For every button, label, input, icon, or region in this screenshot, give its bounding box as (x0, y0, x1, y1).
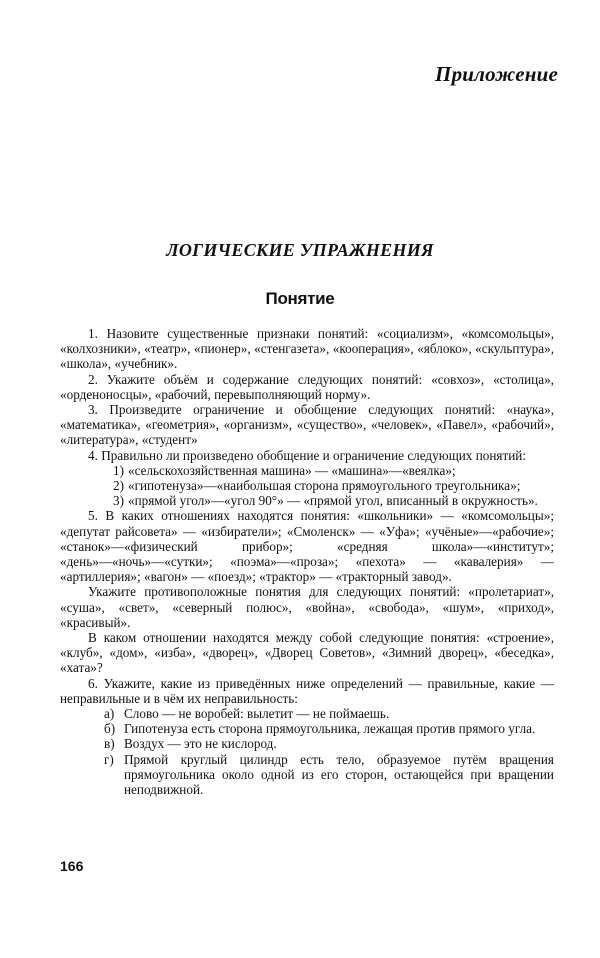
item-text: «прямой угол»—«угол 90°» — «прямой угол, вписанный в окружность». (128, 493, 538, 509)
item-text: «гипотенуза»—«наибольшая сторона прямоугольного треугольника»; (128, 478, 521, 494)
exercise-4-item (60, 493, 554, 508)
exercise-6-item (60, 736, 554, 751)
exercise-1: 1. Назовите существенные признаки понятий: «социализм», «комсомольцы», «колхозники», «театр», «пионер», «стенгазета», «кооперация», «яблоко», «скульптура», «школа», «учебник». (60, 326, 554, 372)
exercise-3: 3. Произведите ограничение и обобщение следующих понятий: «наука», «математика», «геометрия», «организм», «существо», «человек», «Павел», «рабочий», «литература», «студент» (60, 402, 554, 448)
item-number: 2) (113, 478, 124, 494)
exercise-4-item (60, 463, 554, 478)
exercise-6: 6. Укажите, какие из приведённых ниже определений — правильные, какие — неправильные и в чём их неправильность: (60, 675, 554, 706)
subsection-title: Понятие (265, 289, 335, 308)
exercise-5-relation: В каком отношении находятся между собой следующие понятия: «строение», «клуб», «дом», «изба», «дворец», «Дворец Советов», «Зимний дворец», «беседка», «хата»? (60, 630, 554, 676)
section-title: ЛОГИЧЕСКИЕ УПРАЖНЕНИЯ (166, 240, 434, 260)
exercise-5-contrary: Укажите противоположные понятия для следующих понятий: «пролетариат», «суша», «свет», «северный полюс», «война», «свобода», «шум», «приход», «красивый». (60, 584, 554, 630)
item-letter: а) (104, 706, 115, 722)
exercise-2: 2. Укажите объём и содержание следующих понятий: «совхоз», «столица», «орденоносцы», «рабочий, перевыполняющий норму». (60, 371, 554, 402)
page-number: 166 (60, 858, 84, 874)
exercise-6-item (60, 706, 554, 721)
exercise-6-item (60, 721, 554, 736)
appendix-heading: Приложение (435, 62, 558, 86)
item-number: 1) (113, 462, 124, 478)
exercise-text (60, 326, 554, 797)
item-text: Прямой круглый цилиндр есть тело, образуемое путём вращения прямоугольника около одной из его сторон, остающейся при вращении неподвижной. (124, 751, 554, 798)
item-text: Воздух — это не кислород. (124, 736, 277, 752)
item-letter: г) (104, 751, 114, 767)
item-letter: б) (104, 721, 116, 737)
item-letter: в) (104, 736, 115, 752)
exercise-6-item (60, 752, 554, 798)
exercise-4: 4. Правильно ли произведено обобщение и ограничение следующих понятий: (88, 447, 527, 463)
item-number: 3) (113, 493, 124, 509)
exercise-4-item (60, 478, 554, 493)
item-text: Слово — не воробей: вылетит — не поймаешь. (124, 706, 390, 722)
exercise-5: 5. В каких отношениях находятся понятия: «школьники» — «комсомольцы»; «депутат райсовета» — «избиратели»; «Смоленск» — «Уфа»; «учёные»—«рабочие»; «станок»—«физический прибор»; «средняя школа»—«институт»; «день»—«ночь»—«сутки»; «поэма»—«проза»; «пехота» — «кавалерия» — «артиллерия»; «вагон» — «поезд»; «трактор» — «тракторный завод». (60, 508, 554, 585)
item-text: Гипотенуза есть сторона прямоугольника, лежащая против прямого угла. (124, 721, 536, 737)
item-text: «сельскохозяйственная машина» — «машина»—«веялка»; (128, 462, 456, 478)
